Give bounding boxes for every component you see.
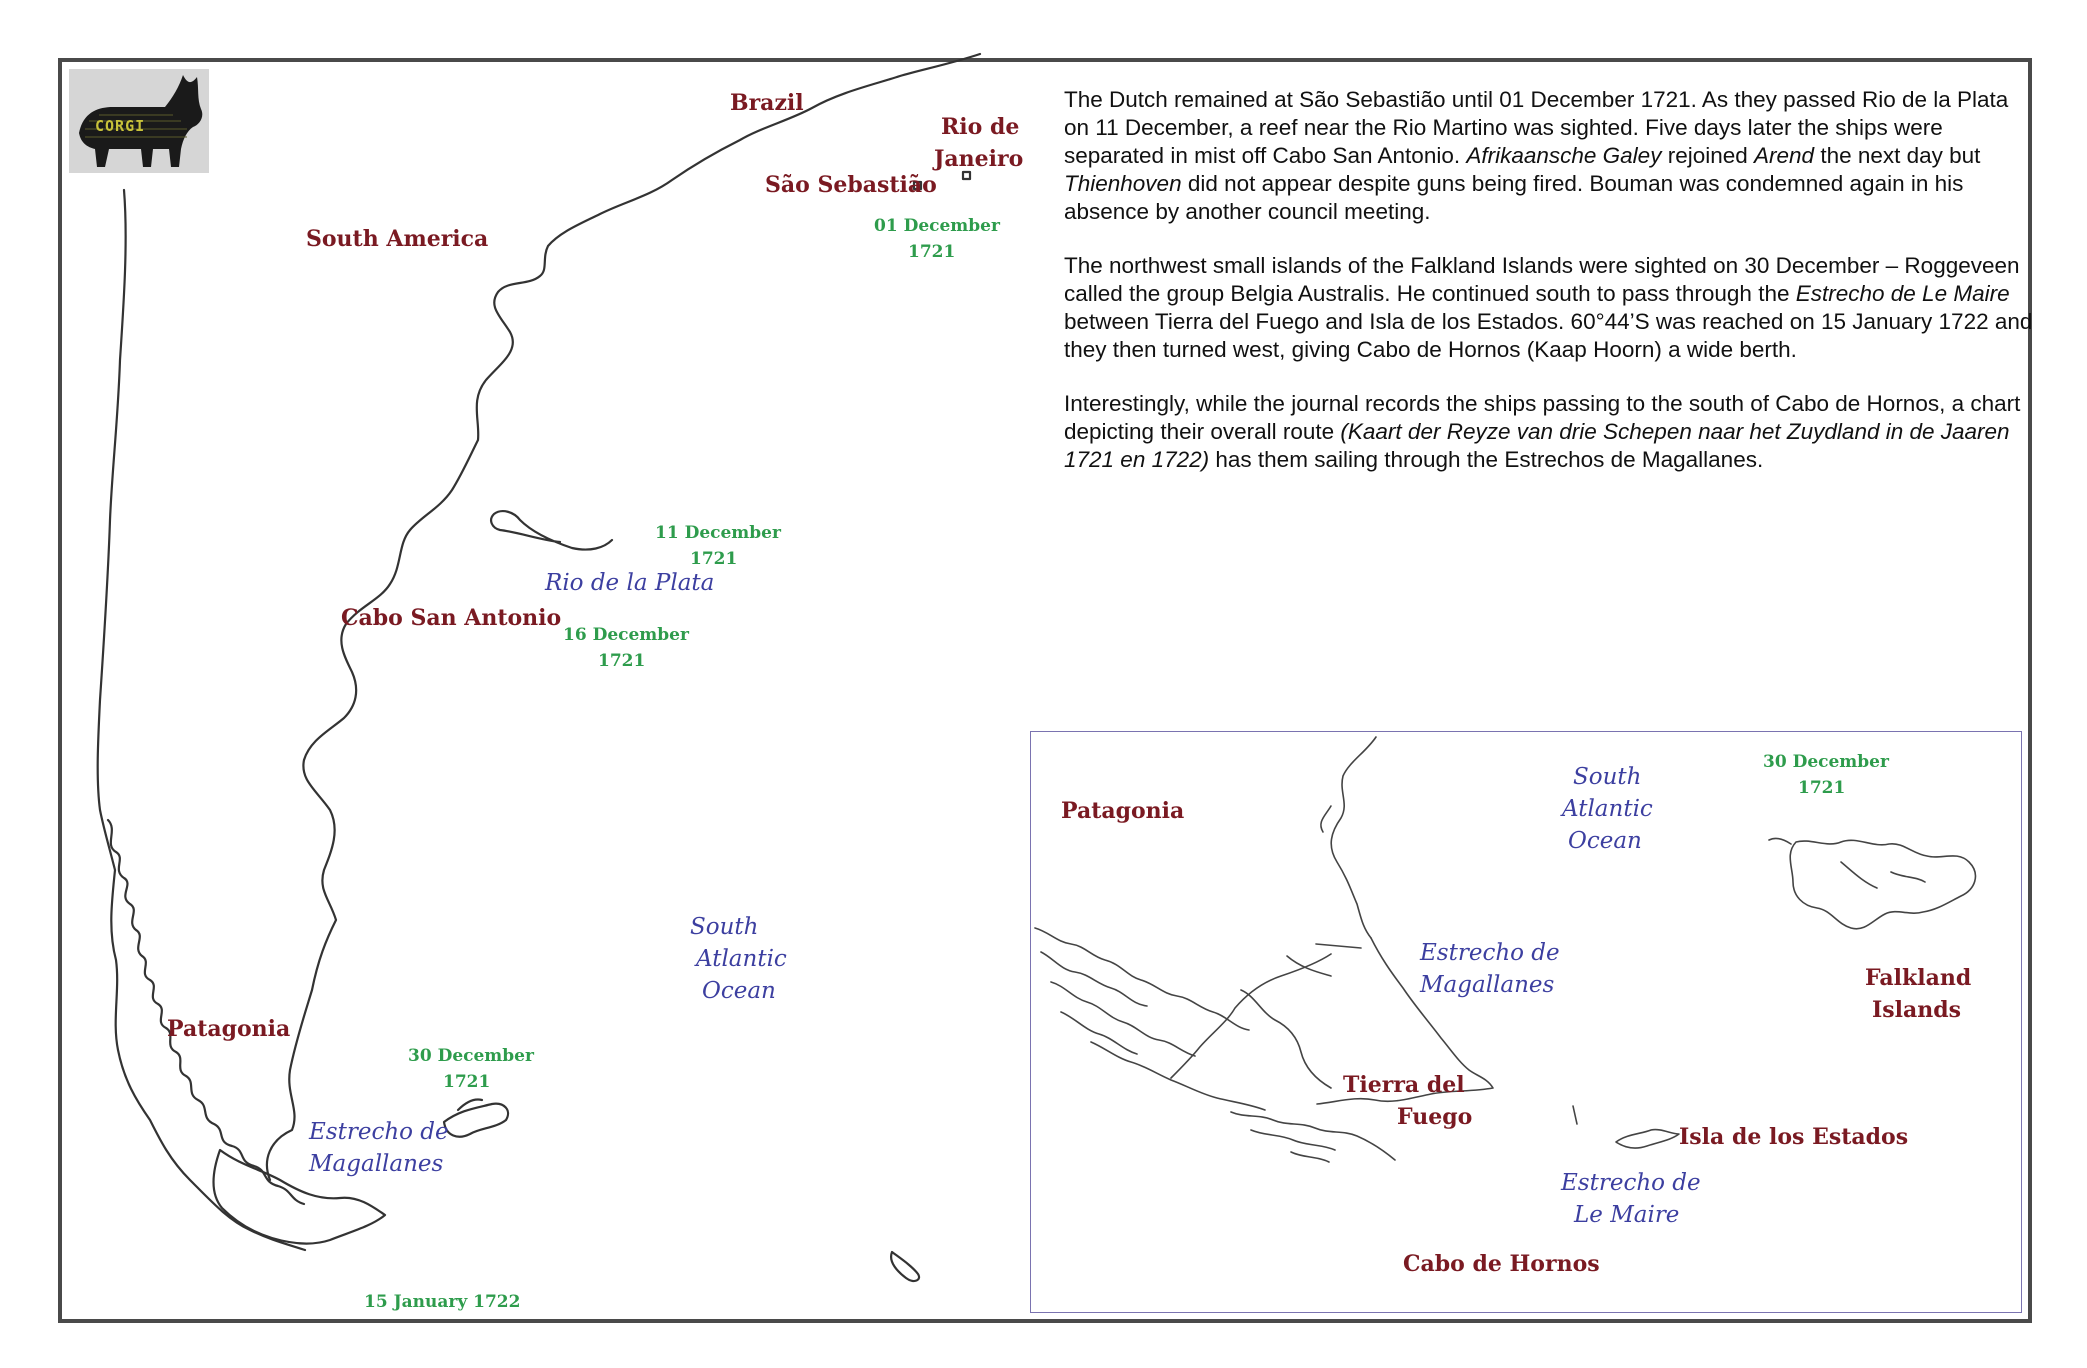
date-11-december: 11 December	[655, 523, 781, 543]
label-rio-de: Rio de	[941, 114, 1020, 140]
paragraph-3: Interestingly, while the journal records the ships passing to the south of Cabo de Hornos, a chart depicting their overall route (Kaart der Reyze van drie Schepen naar het Zuydland in de Jaaren 1721 en 1722) has them sailing through the Estrechos de Magallanes.	[1064, 391, 2021, 472]
date-01-december-year: 1721	[908, 242, 956, 262]
inset-label-patagonia: Patagonia	[1061, 798, 1185, 824]
west-coastline	[98, 190, 305, 1250]
inset-label-falkland: Falkland	[1865, 965, 1972, 991]
date-16-december: 16 December	[563, 625, 689, 645]
date-11-december-year: 1721	[690, 549, 738, 569]
label-magallanes: Magallanes	[309, 1151, 444, 1177]
inset-label-le-maire: Le Maire	[1574, 1202, 1680, 1228]
label-ocean: Ocean	[702, 978, 776, 1004]
narrative-text	[1064, 86, 2034, 500]
label-sao-sebastiao: São Sebastião	[765, 172, 937, 198]
paragraph-2: The northwest small islands of the Falkland Islands were sighted on 30 December – Roggeveen called the group Belgia Australis. He continued south to pass through the Estrecho de Le Maire between Tierra del Fuego and Isla de los Estados. 60°44’S was reached on 15 January 1722 and they then turned west, giving Cabo de Hornos (Kaap Hoorn) a wide berth.	[1064, 253, 2033, 362]
inset-label-cabo-de-hornos: Cabo de Hornos	[1403, 1251, 1600, 1277]
label-estrecho-de: Estrecho de	[309, 1119, 449, 1145]
inset-label-atlantic: Atlantic	[1562, 796, 1653, 822]
label-rio-de-la-plata: Rio de la Plata	[545, 570, 715, 596]
logo-text: CORGI	[95, 117, 146, 135]
inset-label-estrecho-de-magallanes: Estrecho de	[1420, 940, 1560, 966]
inset-label-magallanes: Magallanes	[1420, 972, 1555, 998]
inset-map	[1030, 731, 2022, 1313]
date-30-december: 30 December	[408, 1046, 534, 1066]
date-01-december: 01 December	[874, 216, 1000, 236]
paragraph-1: The Dutch remained at São Sebastião until 01 December 1721. As they passed Rio de la Plata on 11 December, a reef near the Rio Martino was sighted. Five days later the ships were separated in mist off Cabo San Antonio. Afrikaansche Galey rejoined Arend the next day but Thienhoven did not appear despite guns being fired. Bouman was condemned again in his absence by another council meeting.	[1064, 87, 2009, 224]
inset-label-fuego: Fuego	[1397, 1104, 1473, 1130]
label-south-america: South America	[306, 226, 489, 252]
inset-label-tierra-del: Tierra del	[1343, 1072, 1465, 1098]
date-15-january-1722: 15 January 1722	[364, 1292, 521, 1312]
inset-date-30-december: 30 December	[1763, 752, 1889, 772]
inset-label-ocean: Ocean	[1568, 828, 1642, 854]
label-brazil: Brazil	[730, 90, 804, 116]
inset-date-30-december-year: 1721	[1798, 778, 1846, 798]
label-atlantic: Atlantic	[696, 946, 787, 972]
inset-label-estrecho-de-le-maire: Estrecho de	[1561, 1170, 1701, 1196]
date-16-december-year: 1721	[598, 651, 646, 671]
inset-label-south: South	[1573, 764, 1642, 790]
date-30-december-year: 1721	[443, 1072, 491, 1092]
label-janeiro: Janeiro	[934, 146, 1024, 172]
label-cabo-san-antonio: Cabo San Antonio	[341, 605, 562, 631]
inset-label-islands: Islands	[1872, 997, 1962, 1023]
corgi-logo	[69, 69, 209, 173]
label-south: South	[690, 914, 759, 940]
inset-label-isla-de-los-estados: Isla de los Estados	[1679, 1124, 1909, 1150]
label-patagonia: Patagonia	[167, 1016, 291, 1042]
